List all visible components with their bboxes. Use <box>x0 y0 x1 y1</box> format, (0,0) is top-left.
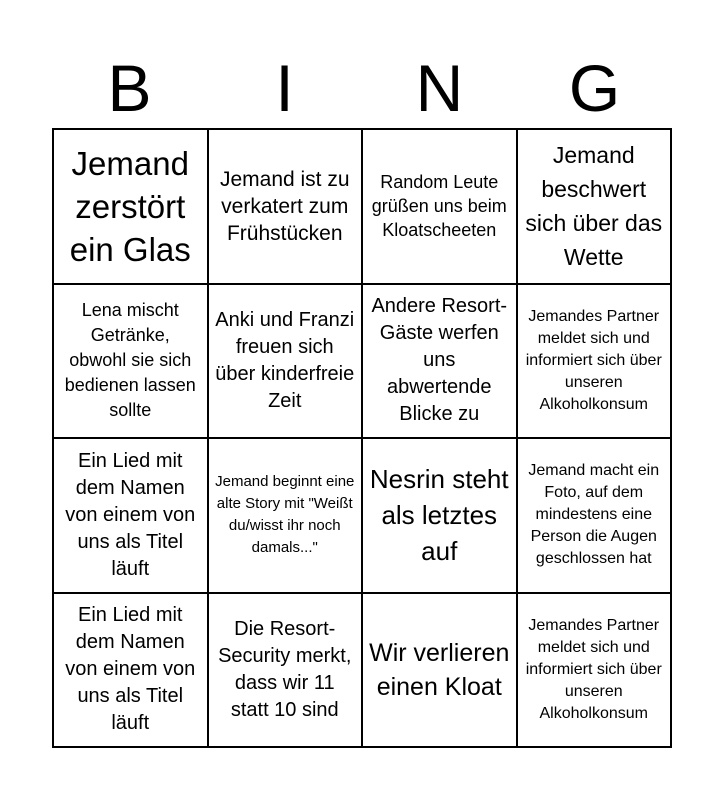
bingo-cell-r1-c1[interactable] <box>54 130 209 285</box>
bingo-cell-text: Jemandes Partner meldet sich und informiert sich über unseren Alkoholkonsum <box>525 616 662 722</box>
bingo-cell-text: Jemand ist zu verkatert zum Frühstücken <box>219 167 350 245</box>
header-letter-g: G <box>568 51 621 125</box>
bingo-cell-text: Jemand beschwert sich über das Wette <box>525 142 663 271</box>
bingo-cell-r4-c2[interactable] <box>209 594 364 749</box>
bingo-cell-r2-c3[interactable] <box>363 285 518 440</box>
header-letter-b: B <box>107 51 152 125</box>
bingo-cell-text: Andere Resort-Gäste werfen uns abwertende Blicke zu <box>371 295 508 426</box>
bingo-cell-r3-c3[interactable] <box>363 439 518 594</box>
bingo-cell-text: Wir verlieren einen Kloat <box>369 638 510 701</box>
bingo-cell-text: Ein Lied mit dem Namen von einem von uns als Titel läuft <box>65 604 196 735</box>
header-letter-n: N <box>415 51 464 125</box>
bingo-cell-text: Random Leute grüßen uns beim Kloatscheeten <box>371 172 507 241</box>
bingo-cell-r2-c2[interactable] <box>209 285 364 440</box>
header-letter-i: I <box>275 51 294 125</box>
bingo-cell-text: Ein Lied mit dem Namen von einem von uns als Titel läuft <box>65 449 196 580</box>
bingo-cell-text: Lena mischt Getränke, obwohl sie sich bedienen lassen sollte <box>64 300 196 421</box>
bingo-cell-r2-c4[interactable] <box>518 285 673 440</box>
bingo-cell-r2-c1[interactable] <box>54 285 209 440</box>
bingo-cell-r3-c1[interactable] <box>54 439 209 594</box>
bingo-cell-r4-c1[interactable] <box>54 594 209 749</box>
bingo-cell-r1-c4[interactable] <box>518 130 673 285</box>
bingo-cell-text: Jemand macht ein Foto, auf dem mindestens eine Person die Augen geschlossen hat <box>528 462 660 568</box>
bingo-cell-r3-c2[interactable] <box>209 439 364 594</box>
bingo-cell-r1-c3[interactable] <box>363 130 518 285</box>
bingo-grid <box>52 128 672 748</box>
bingo-cell-r3-c4[interactable] <box>518 439 673 594</box>
bingo-cell-text: Jemand beginnt eine alte Story mit "Weißt du/wisst ihr noch damals..." <box>215 473 355 557</box>
bingo-cell-text: Anki und Franzi freuen sich über kinderfreie Zeit <box>215 308 355 412</box>
bingo-cell-r1-c2[interactable] <box>209 130 364 285</box>
bingo-header <box>52 48 672 128</box>
bingo-cell-r4-c3[interactable] <box>363 594 518 749</box>
bingo-cell-text: Nesrin steht als letztes auf <box>369 464 509 567</box>
bingo-cell-text: Jemand zerstört ein Glas <box>69 144 191 268</box>
bingo-cell-text: Die Resort-Security merkt, dass wir 11 statt 10 sind <box>218 617 352 721</box>
bingo-cell-r4-c4[interactable] <box>518 594 673 749</box>
bingo-cell-text: Jemandes Partner meldet sich und informiert sich über unseren Alkoholkonsum <box>525 307 662 413</box>
